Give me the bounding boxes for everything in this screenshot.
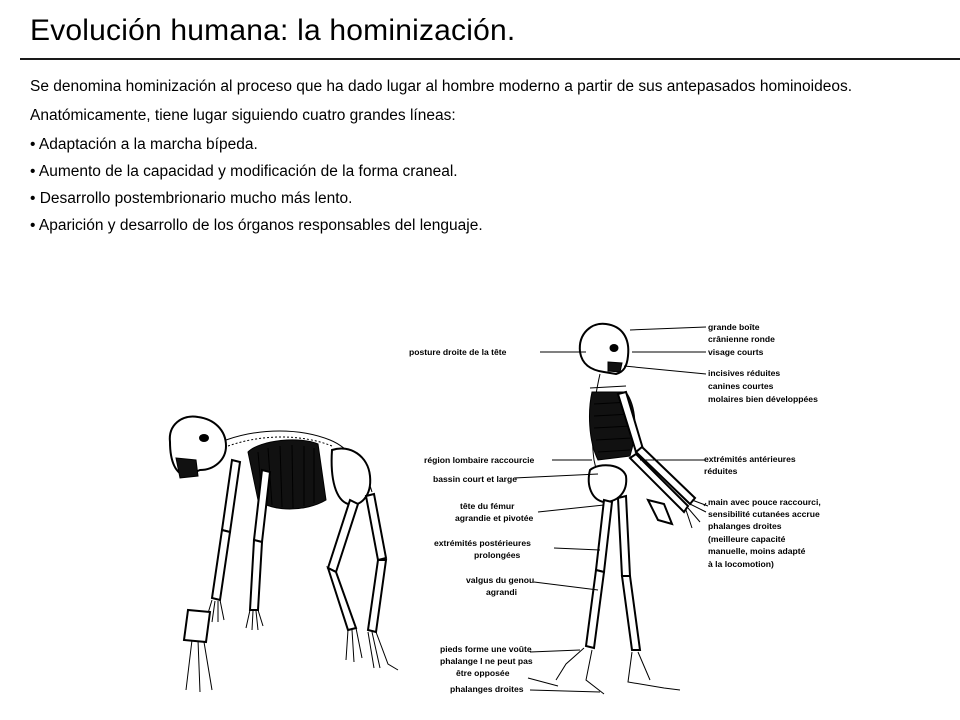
label-feet-2: phalange I ne peut pas	[440, 656, 533, 666]
slide-body	[30, 76, 930, 242]
right-annotation-labels	[704, 322, 821, 569]
label-pelvis: bassin court et large	[433, 474, 518, 484]
label-knee-valgus-1: valgus du genou	[466, 575, 535, 585]
title-divider	[20, 58, 960, 60]
ape-skeleton	[170, 417, 398, 692]
label-hand-6: à la locomotion)	[708, 559, 774, 569]
left-annotation-labels	[409, 347, 535, 694]
label-hind-limbs-1: extrémités postérieures	[434, 538, 531, 548]
lead-paragraph: Anatómicamente, tiene lugar siguiendo cuatro grandes líneas:	[30, 107, 456, 124]
bullet-bipedalism: • Adaptación a la marcha bípeda.	[30, 136, 258, 153]
label-femur-head-2: agrandie et pivotée	[455, 513, 534, 523]
label-hand-2: sensibilité cutanées accrue	[708, 509, 820, 519]
label-feet-3: être opposée	[456, 668, 510, 678]
label-hand-5: manuelle, moins adapté	[708, 546, 806, 556]
label-hand-4: (meilleure capacité	[708, 534, 786, 544]
label-skull-2: crânienne ronde	[708, 334, 775, 344]
label-teeth-2: canines courtes	[708, 381, 774, 391]
label-face: visage courts	[708, 347, 764, 357]
label-lumbar-region: région lombaire raccourcie	[424, 455, 535, 465]
label-femur-head-1: tête du fémur	[460, 501, 515, 511]
label-hand-3: phalanges droites	[708, 521, 782, 531]
bullet-cranial-capacity: • Aumento de la capacidad y modificación de la forma craneal.	[30, 163, 458, 180]
label-feet-1: pieds forme une voûte	[440, 644, 532, 654]
label-skull-1: grande boîte	[708, 322, 760, 332]
human-skeleton	[556, 324, 708, 694]
slide-title: Evolución humana: la hominización.	[30, 14, 516, 47]
bullet-language-organs: • Aparición y desarrollo de los órganos responsables del lenguaje.	[30, 217, 483, 234]
skeleton-comparison-figure	[0, 300, 960, 720]
label-hind-limbs-2: prolongées	[474, 550, 521, 560]
label-feet-4: phalanges droites	[450, 684, 524, 694]
label-forelimbs-1: extrémités antérieures	[704, 454, 796, 464]
label-knee-valgus-2: agrandi	[486, 587, 518, 597]
label-forelimbs-2: réduites	[704, 466, 738, 476]
bullet-postembryonic-development: • Desarrollo postembrionario mucho más lento.	[30, 190, 353, 207]
intro-paragraph: Se denomina hominización al proceso que ha dado lugar al hombre moderno a partir de sus antepasados hominoideos.	[30, 78, 853, 95]
label-head-posture: posture droite de la tête	[409, 347, 507, 357]
label-hand-1: main avec pouce raccourci,	[708, 497, 821, 507]
label-teeth-1: incisives réduites	[708, 368, 781, 378]
label-teeth-3: molaires bien développées	[708, 394, 818, 404]
